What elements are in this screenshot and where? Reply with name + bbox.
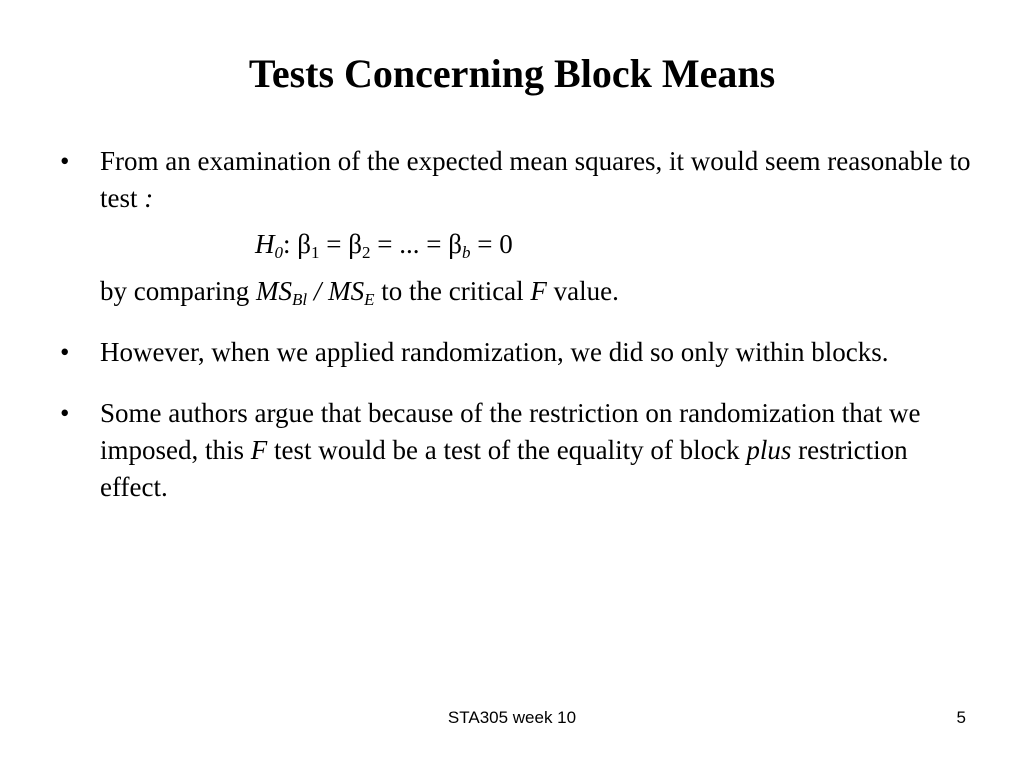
beta-b: β [448, 229, 462, 259]
bullet-3-mid: test would be a test of the equality of block [267, 435, 747, 465]
comparison-text [100, 273, 980, 310]
bullet-dot: • [60, 146, 70, 176]
hypothesis-formula [100, 226, 980, 263]
ratio-slash: / [307, 276, 329, 306]
beta-b-subscript: b [461, 243, 471, 262]
bullet-list [60, 143, 980, 530]
beta-2-subscript: 2 [362, 243, 371, 262]
formula-colon: : [283, 229, 298, 259]
bullet-1-colon: : [144, 183, 154, 213]
equals-1: = [319, 229, 349, 259]
slide-title: Tests Concerning Block Means [248, 51, 776, 96]
ms-error: MS [328, 276, 365, 306]
beta-1-subscript: 1 [311, 243, 320, 262]
footer-page-number: 5 [956, 708, 966, 727]
bullet-dot: • [60, 398, 70, 428]
comparison-mid: to the critical [374, 276, 531, 306]
h-symbol: H [255, 229, 275, 259]
f-symbol: F [530, 276, 547, 306]
ms-block: MS [255, 276, 292, 306]
bullet-dot: • [60, 337, 70, 367]
bullet-3-plus: plus [746, 435, 792, 465]
beta-2: β [348, 229, 362, 259]
comparison-pre: by comparing [100, 276, 256, 306]
beta-1: β [297, 229, 312, 259]
formula-ellipsis: = ... = [370, 229, 449, 259]
ms-error-subscript: E [364, 290, 375, 309]
footer-course: STA305 week 10 [447, 708, 577, 727]
comparison-post: value. [546, 276, 619, 306]
bullet-item-3 [60, 395, 980, 506]
bullet-item-2 [60, 334, 980, 371]
bullet-3-pre: Some authors argue that because of the restriction on randomization that we imposed, this [100, 398, 921, 465]
bullet-3-f-symbol: F [250, 435, 268, 465]
bullet-1-text: From an examination of the expected mean squares, it would seem reasonable to test [100, 146, 971, 213]
ms-block-subscript: Bl [291, 290, 308, 309]
h-subscript: 0 [274, 243, 283, 262]
bullet-item-1 [60, 143, 980, 310]
formula-end: = 0 [470, 229, 513, 259]
bullet-3-post: restriction effect. [100, 435, 908, 502]
bullet-2-text: However, when we applied randomization, we did so only within blocks. [100, 337, 889, 367]
